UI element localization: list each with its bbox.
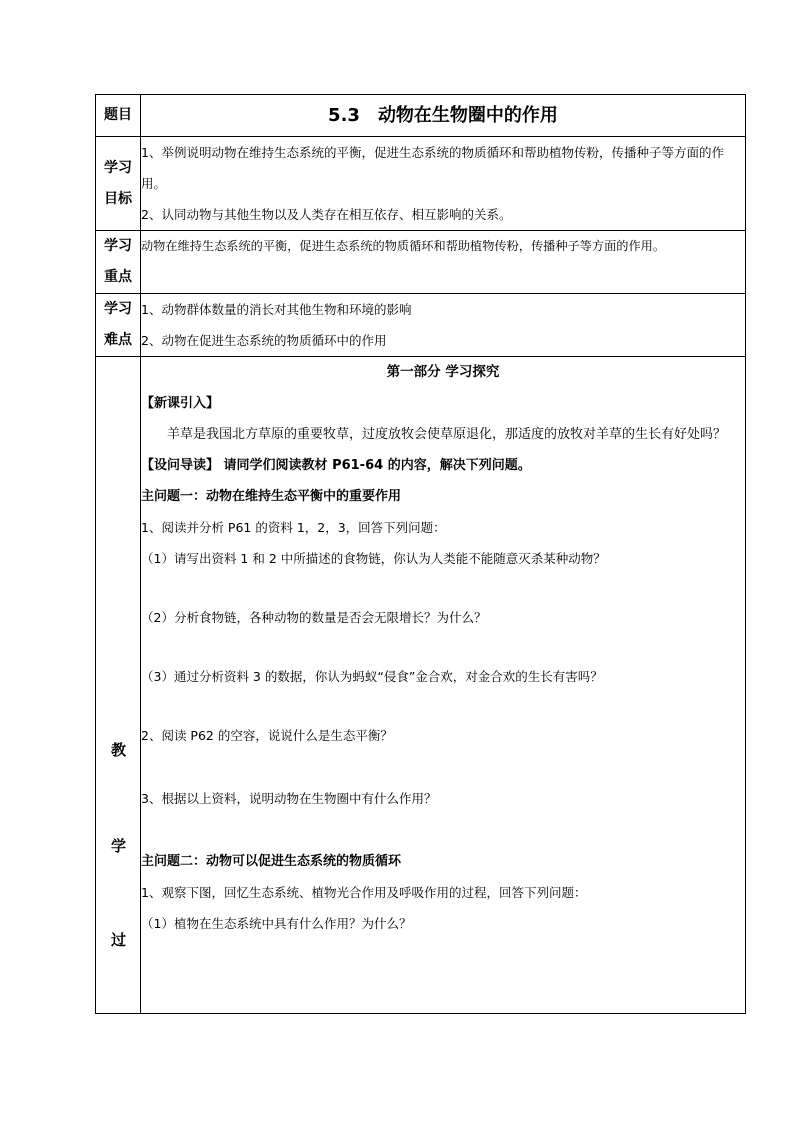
key-points-label: 学习 重点: [96, 231, 141, 294]
question-4-1: （1）植物在生态系统中具有什么作用？为什么？: [141, 916, 412, 931]
topic-two: 主问题二：动物可以促进生态系统的物质循环: [141, 854, 402, 869]
difficulties-label: 学习 难点: [96, 294, 141, 357]
topic-one: 主问题一：动物在维持生态平衡中的重要作用: [141, 489, 402, 504]
question-4: 1、观察下图，回忆生态系统、植物光合作用及呼吸作用的过程，回答下列问题：: [141, 885, 587, 900]
answer-space-1: [141, 574, 745, 602]
question-1-2: （2）分析食物链，各种动物的数量是否会无限增长？为什么？: [141, 610, 487, 625]
answer-space-4: [141, 751, 745, 783]
difficulties-row: [96, 294, 746, 357]
part-title: 第一部分 学习探究: [386, 364, 500, 380]
difficulty-item-2: 2、动物在促进生态系统的物质循环中的作用: [141, 333, 387, 348]
question-1-3: （3）通过分析资料 3 的数据，你认为蚂蚁“侵食”金合欢，对金合欢的生长有害吗？: [141, 669, 603, 684]
guide-line: [141, 450, 745, 481]
goal-item-2: 2、认同动物与其他生物以及人类存在相互依存、相互影响的关系。: [141, 207, 512, 222]
goals-content: [141, 137, 746, 231]
guide-text: 请同学们阅读教材 P61-64 的内容，解决下列问题。: [219, 458, 531, 473]
goal-item-1: 1、举例说明动物在维持生态系统的平衡，促进生态系统的物质循环和帮助植物传粉，传播种子等方面的作用。: [141, 145, 724, 191]
answer-space-2: [141, 633, 745, 661]
process-label-char-1: 教: [110, 741, 126, 759]
guide-heading: 【设问导读】: [141, 458, 220, 473]
section-number: 5.3: [328, 104, 360, 126]
process-label-char-3: 过: [110, 931, 126, 949]
goals-label: 学习 目标: [96, 137, 141, 231]
difficulty-item-1: 1、动物群体数量的消长对其他生物和环境的影响: [141, 302, 412, 317]
process-label: [96, 357, 141, 1014]
answer-space-3: [141, 692, 745, 720]
question-2: 2、阅读 P62 的空容，说说什么是生态平衡？: [141, 728, 393, 743]
lesson-plan-table: [95, 94, 746, 1014]
section-title: 动物在生物圈中的作用: [377, 104, 558, 126]
intro-heading: 【新课引入】: [141, 396, 220, 411]
goals-row: [96, 137, 746, 231]
process-row: [96, 357, 746, 1014]
intro-text: 羊草是我国北方草原的重要牧草，过度放牧会使草原退化，那适度的放牧对羊草的生长有好处吗？: [167, 427, 727, 442]
title-row: [96, 95, 746, 137]
key-points-row: [96, 231, 746, 294]
question-1-1: （1）请写出资料 1 和 2 中所描述的食物链，你认为人类能不能随意灭杀某种动物？: [141, 551, 606, 566]
difficulties-content: [141, 294, 746, 357]
process-content: [141, 357, 746, 1014]
page-title: [141, 95, 746, 137]
key-points-text: 动物在维持生态系统的平衡，促进生态系统的物质循环和帮助植物传粉，传播种子等方面的作用。: [141, 239, 666, 253]
title-label: 题目: [96, 95, 141, 137]
question-3: 3、根据以上资料，说明动物在生物圈中有什么作用？: [141, 791, 437, 806]
process-label-char-2: 学: [110, 837, 126, 855]
key-points-content: [141, 231, 746, 294]
answer-space-5: [141, 814, 745, 846]
question-1: 1、阅读并分析 P61 的资料 1，2，3，回答下列问题：: [141, 520, 446, 535]
